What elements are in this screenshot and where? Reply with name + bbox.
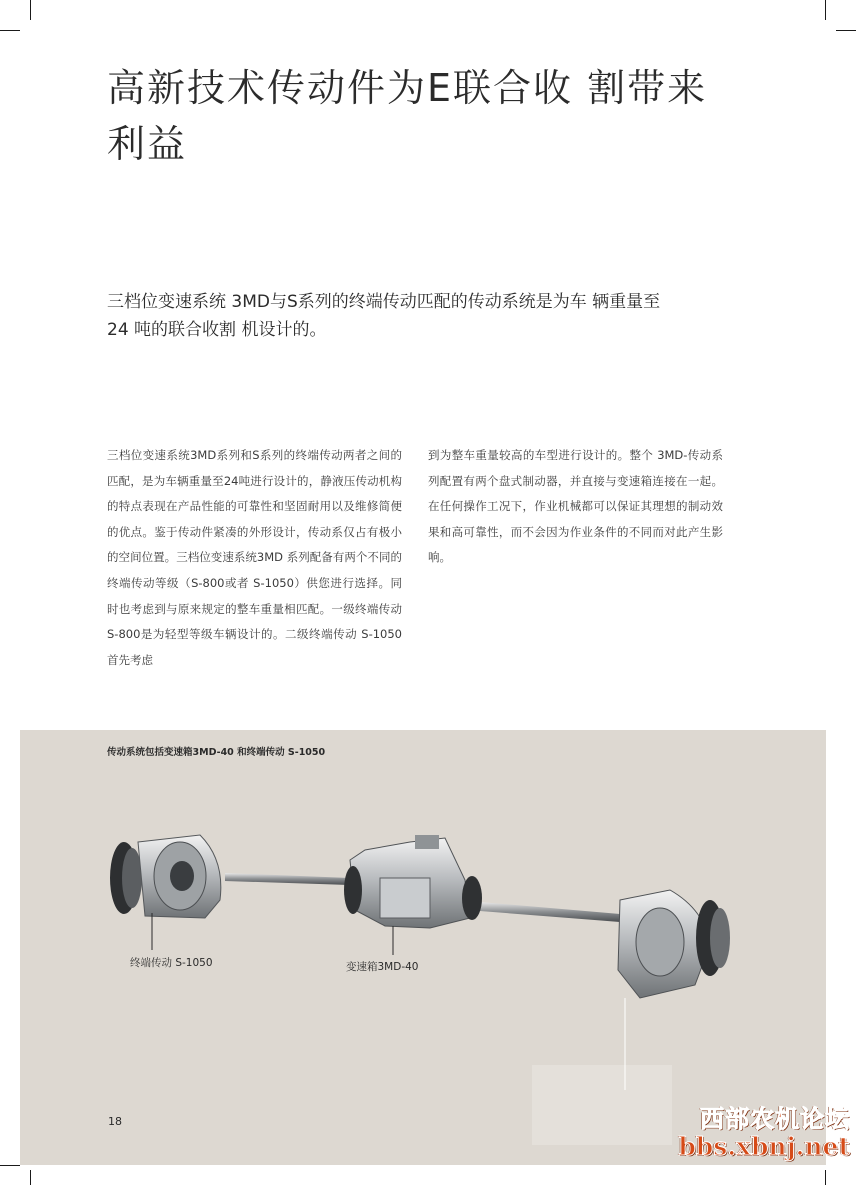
final-drive-left: [110, 835, 221, 918]
crop-mark: [825, 1170, 826, 1185]
crop-mark: [836, 30, 856, 31]
watermark-url: bbs.xbnj.net: [678, 1132, 850, 1161]
figure-caption: 传动系统包括变速箱3MD-40 和终端传动 S-1050: [107, 747, 326, 758]
crop-mark: [0, 30, 20, 31]
crop-mark: [30, 0, 31, 20]
body-text-left: 三档位变速系统3MD系列和S系列的终端传动两者之间的匹配，是为车辆重量至24吨进行设计的，静液压传动机构的特点表现在产品性能的可靠性和坚固耐用以及维修简便的优点。鉴于传动件紧凑的外形设计，传动系仅占有极小的空间位置。三档位变速系统3MD 系列配备有两个不同的终端传动等级（S-800或者 S-1050）供您进行选择。同时也考虑到与原来规定的整车重量相匹配。一级终端传动 S-800是为轻型等级车辆设计的。二级终端传动 S-1050首先考虑: [107, 448, 402, 667]
crop-mark: [0, 1165, 20, 1166]
crop-mark: [30, 1170, 31, 1185]
figure-panel: [20, 730, 826, 1165]
page-number: 18: [108, 1115, 122, 1128]
watermark-title: 西部农机论坛: [700, 1104, 850, 1133]
left-drive-shaft: [225, 873, 350, 885]
lead-paragraph: 三档位变速系统 3MD与S系列的终端传动匹配的传动系统是为车 辆重量至24 吨的联合收割 机设计的。: [107, 292, 661, 340]
final-drive-right: [618, 890, 730, 998]
right-drive-shaft: [480, 902, 620, 922]
crop-mark: [825, 0, 826, 20]
page-title: 高新技术传动件为E联合收 割带来利益: [107, 66, 708, 166]
label-gearbox: 变速箱3MD-40: [346, 961, 419, 973]
watermark: [678, 1105, 850, 1161]
gearbox-center: [344, 835, 482, 928]
drivetrain-illustration: [20, 730, 826, 1165]
label-final-drive: 终端传动 S-1050: [130, 957, 213, 969]
body-text-right: 到为整车重量较高的车型进行设计的。整个 3MD-传动系列配置有两个盘式制动器，并直接与变速箱连接在一起。在任何操作工况下，作业机械都可以保证其理想的制动效果和高可靠性，而不会因为作业条件的不同而对此产生影响。: [428, 448, 723, 565]
